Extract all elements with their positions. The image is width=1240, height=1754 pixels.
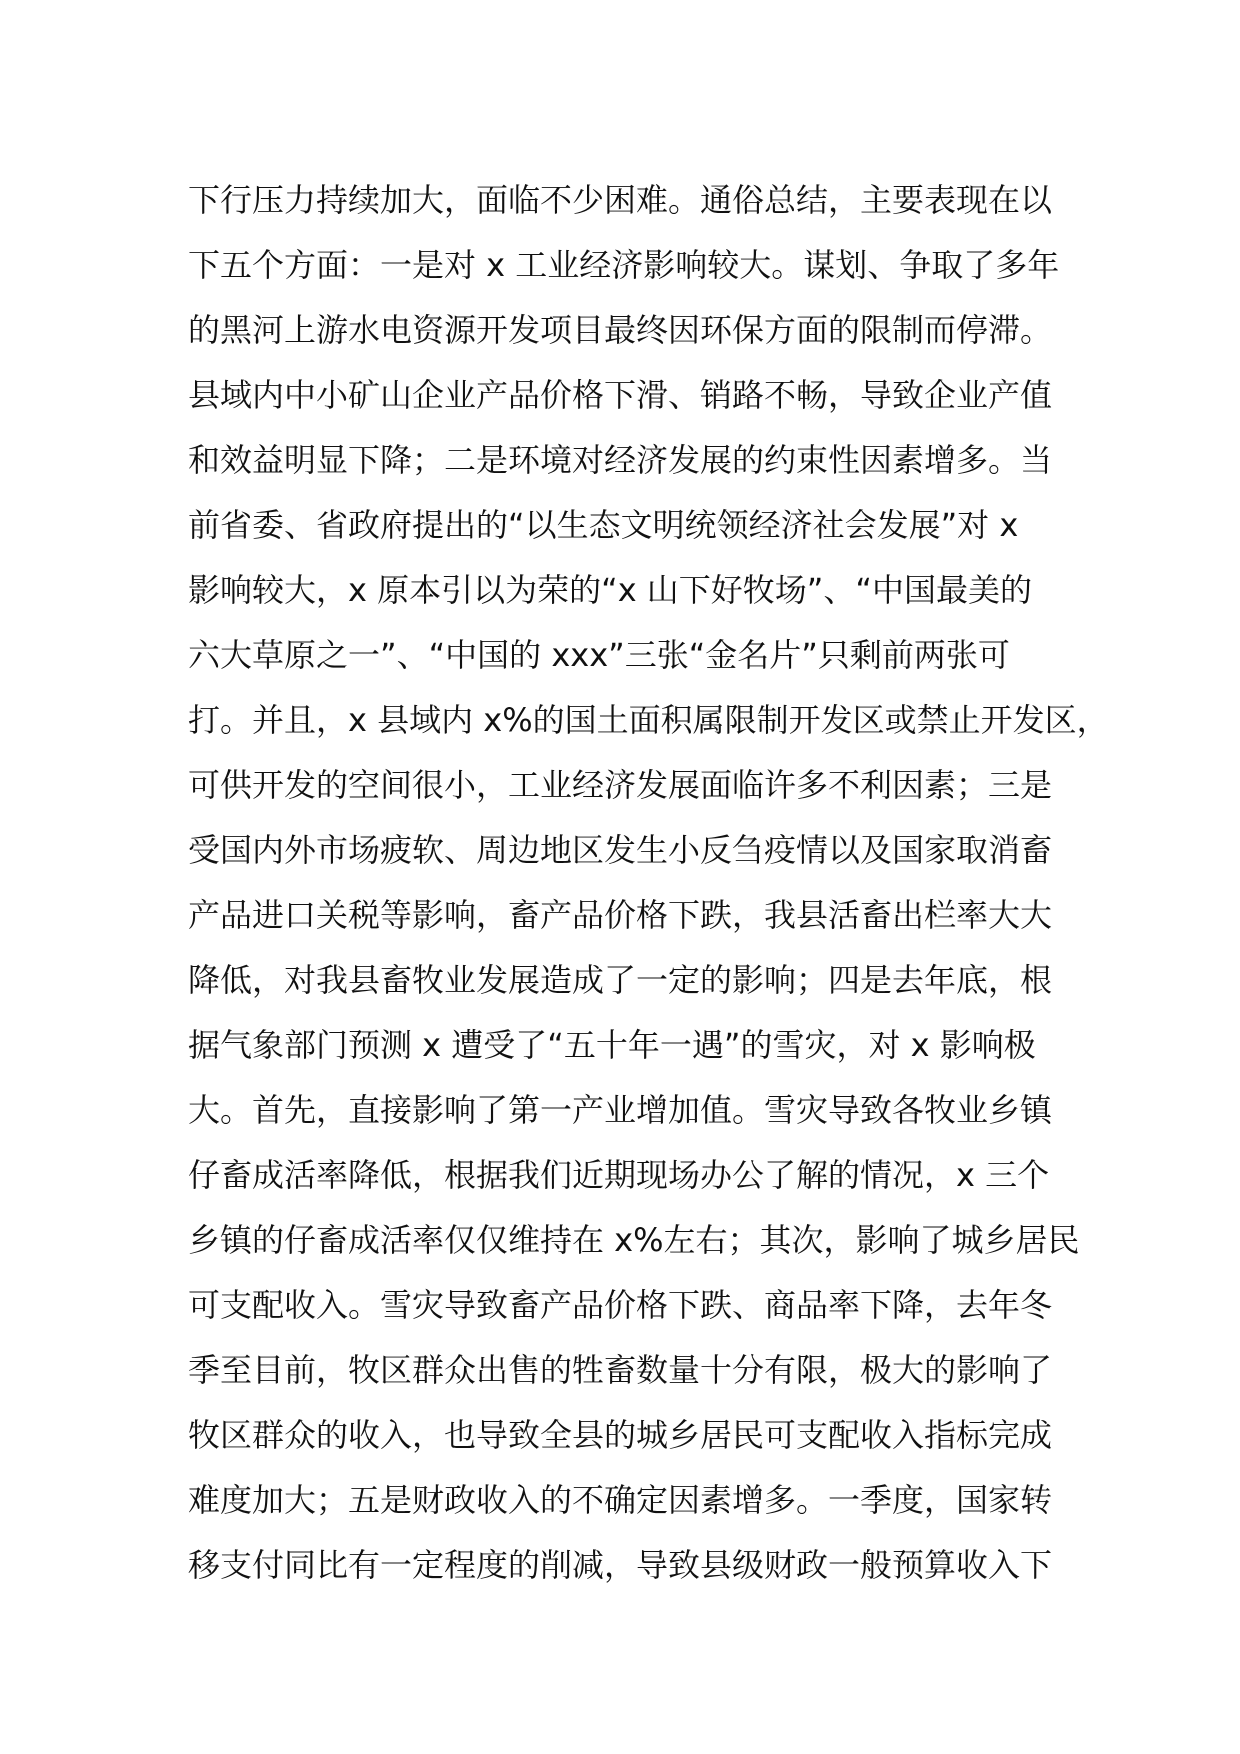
text-line: 前省委、省政府提出的“以生态文明统领经济社会发展”对 x xyxy=(188,506,1019,544)
text-line: 可供开发的空间很小，工业经济发展面临许多不利因素；三是 xyxy=(188,766,1053,804)
text-line: 难度加大；五是财政收入的不确定因素增多。一季度，国家转 xyxy=(188,1481,1053,1519)
text-line: 影响较大，x 原本引以为荣的“x 山下好牧场”、“中国最美的 xyxy=(188,571,1032,609)
text-line: 的黑河上游水电资源开发项目最终因环保方面的限制而停滞。 xyxy=(188,311,1053,349)
text-line: 移支付同比有一定程度的削减，导致县级财政一般预算收入下 xyxy=(188,1546,1053,1584)
text-line: 乡镇的仔畜成活率仅仅维持在 x%左右；其次，影响了城乡居民 xyxy=(188,1221,1080,1259)
text-line: 可支配收入。雪灾导致畜产品价格下跌、商品率下降，去年冬 xyxy=(188,1286,1053,1324)
text-line: 下行压力持续加大，面临不少困难。通俗总结，主要表现在以 xyxy=(188,181,1053,219)
text-line: 仔畜成活率降低，根据我们近期现场办公了解的情况，x 三个 xyxy=(188,1156,1050,1194)
text-line: 降低，对我县畜牧业发展造成了一定的影响；四是去年底，根 xyxy=(188,961,1053,999)
text-line: 季至目前，牧区群众出售的牲畜数量十分有限，极大的影响了 xyxy=(188,1351,1053,1389)
text-line: 受国内外市场疲软、周边地区发生小反刍疫情以及国家取消畜 xyxy=(188,831,1053,869)
text-line: 下五个方面：一是对 x 工业经济影响较大。谋划、争取了多年 xyxy=(188,246,1060,284)
text-line: 和效益明显下降；二是环境对经济发展的约束性因素增多。当 xyxy=(188,441,1053,479)
body-paragraph xyxy=(188,168,1109,1598)
text-line: 牧区群众的收入，也导致全县的城乡居民可支配收入指标完成 xyxy=(188,1416,1053,1454)
text-line: 大。首先，直接影响了第一产业增加值。雪灾导致各牧业乡镇 xyxy=(188,1091,1053,1129)
text-line: 打。并且，x 县域内 x%的国土面积属限制开发区或禁止开发区， xyxy=(188,701,1109,739)
text-line: 县域内中小矿山企业产品价格下滑、销路不畅，导致企业产值 xyxy=(188,376,1053,414)
text-line: 产品进口关税等影响，畜产品价格下跌，我县活畜出栏率大大 xyxy=(188,896,1053,934)
text-line: 六大草原之一”、“中国的 xxx”三张“金名片”只剩前两张可 xyxy=(188,636,1010,674)
text-line: 据气象部门预测 x 遭受了“五十年一遇”的雪灾，对 x 影响极 xyxy=(188,1026,1036,1064)
